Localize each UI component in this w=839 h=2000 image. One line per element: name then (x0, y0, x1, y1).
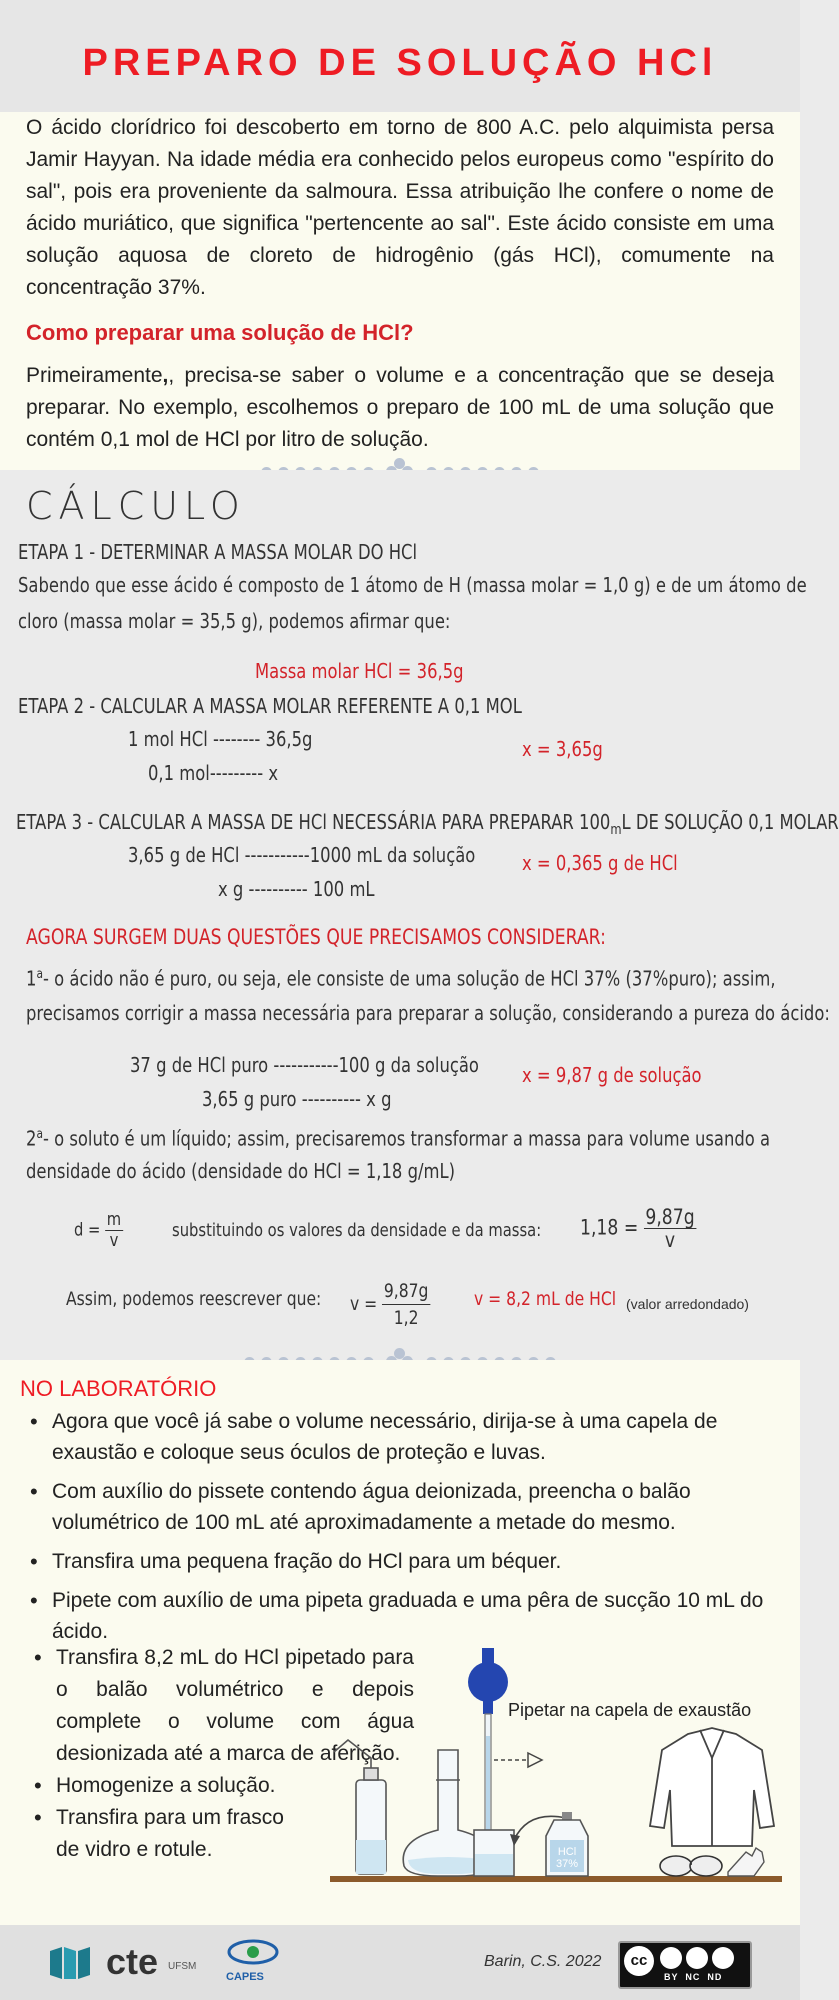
lab-coat-icon (650, 1728, 774, 1846)
by-icon (660, 1947, 682, 1969)
bottle-label-hcl: HCl (557, 1846, 577, 1858)
step1-line1: Sabendo que esse ácido é composto de 1 átomo de H (massa molar = 1,0 g) e de um átomo de (18, 573, 807, 597)
capes-logo-icon (226, 1937, 280, 1967)
q2-line2: densidade do ácido (densidade do HCl = 1,18 g/mL) (26, 1159, 456, 1183)
substitute-left: 1,18 = (580, 1215, 639, 1240)
list-item: • Pipete com auxílio de uma pipeta graduada e uma pêra de sucção 10 mL do ácido. (20, 1585, 782, 1647)
step2-line2: 0,1 mol--------- x (148, 761, 279, 785)
step1-result: Massa molar HCl = 36,5g (255, 659, 464, 683)
step3-title-a: ETAPA 3 - CALCULAR A MASSA DE HCl NECESSÁRIA PARA PREPARAR 100 (16, 810, 611, 834)
q1-text: - o ácido não é puro, ou seja, ele consiste de uma solução de HCl 37% (37%puro); assim, (42, 966, 776, 991)
gloves-icon (728, 1848, 764, 1876)
nc-icon (686, 1947, 708, 1969)
step2-result: x = 3,65g (522, 737, 603, 761)
density-den: v (109, 1230, 119, 1251)
rewrite-text: Assim, podemos reescrever que: (66, 1288, 322, 1310)
bold-comma: , (162, 364, 169, 387)
list-item: • Transfira para um frasco de vidro e rotule. (24, 1802, 296, 1866)
step3-title-sub: m (610, 822, 622, 838)
lab-illustration (328, 1640, 784, 1902)
q2-num: 2 (26, 1126, 37, 1151)
list-item: • Transfira uma pequena fração do HCl para um béquer. (20, 1546, 782, 1577)
q1-calc1: 37 g de HCl puro -----------100 g da solução (130, 1053, 479, 1077)
substitute-den: v (664, 1228, 676, 1252)
license-text: BY NC ND (664, 1972, 723, 1982)
list-item: • Transfira 8,2 mL do HCl pipetado para o balão volumétrico e depois complete o volume com água desionizada até a marca de aferição. (24, 1642, 414, 1770)
q1-line1 (26, 958, 776, 996)
list-item: • Homogenize a solução. (24, 1770, 414, 1802)
volume-eq: v = (350, 1293, 378, 1315)
substitute-formula (580, 1206, 696, 1251)
step3-title (16, 810, 839, 838)
goggles-icon (660, 1856, 722, 1876)
intro-paragraph-2 (26, 360, 774, 456)
nd-icon (712, 1947, 734, 1969)
cc-license-badge[interactable] (618, 1941, 752, 1989)
q1-num: 1 (26, 966, 37, 991)
density-num: m (106, 1209, 122, 1230)
q1-sup: a (36, 967, 43, 982)
cte-logo-text: cte (106, 1941, 159, 1982)
ufsm-text: UFSM (168, 1961, 197, 1972)
illustration-label: Pipetar na capela de exaustão (508, 1700, 752, 1720)
density-fraction (105, 1210, 123, 1251)
step3-line1: 3,65 g de HCl -----------1000 mL da solução (128, 843, 476, 867)
substitute-text: substituindo os valores da densidade e da massa: (172, 1220, 542, 1241)
lab-section (0, 1360, 800, 1925)
beaker-icon (474, 1830, 514, 1876)
density-formula (74, 1210, 123, 1251)
cte-logo-icon (48, 1943, 98, 1983)
volume-note: (valor arredondado) (626, 1296, 749, 1312)
calc-section (0, 470, 839, 1360)
bottle-label-37: 37% (555, 1858, 579, 1870)
volume-formula (350, 1278, 430, 1331)
wash-bottle-icon (334, 1740, 386, 1874)
volume-num: 9,87g (382, 1278, 430, 1305)
lab-steps-top (20, 1406, 782, 1647)
credit-text: Barin, C.S. 2022 (484, 1953, 602, 1970)
step1-line2: cloro (massa molar = 35,5 g), podemos afirmar que: (18, 609, 451, 633)
calc-title: CÁLCULO (26, 484, 246, 528)
q1-result: x = 9,87 g de solução (522, 1063, 702, 1087)
page-title: PREPARO DE SOLUÇÃO HCl (82, 42, 718, 84)
volume-den: 1,2 (393, 1307, 419, 1329)
volume-fraction (382, 1278, 430, 1331)
q2-text: - o soluto é um líquido; assim, precisaremos transformar a massa para volume usando a (42, 1126, 771, 1151)
intro-section (0, 112, 800, 470)
q2-sup: a (36, 1127, 43, 1142)
cc-icon: cc (624, 1946, 654, 1976)
lab-title: NO LABORATÓRIO (20, 1376, 217, 1401)
step3-line2: x g ---------- 100 mL (218, 877, 375, 901)
q1-calc2: 3,65 g puro ---------- x g (202, 1087, 392, 1111)
intro-paragraph: O ácido clorídrico foi descoberto em torno de 800 A.C. pelo alquimista persa Jamir Hayyan. Na idade média era conhecido pelos europeus como "espírito do sal", pois era proveniente da salmoura. Essa atribuição lhe confere o nome de ácido muriático, que significa "pertencente ao sal". Este ácido consiste em uma solução aquosa de cloreto de hidrogênio (gás HCl), comumente na concentração 37%. (26, 116, 774, 299)
step2-title: ETAPA 2 - CALCULAR A MASSA MOLAR REFERENTE A 0,1 MOL (18, 694, 522, 718)
substitute-fraction (644, 1206, 697, 1251)
density-eq: d = (74, 1219, 101, 1241)
q1-line2: precisamos corrigir a massa necessária para preparar a solução, considerando a pureza do ácido: (26, 1001, 830, 1025)
bench-surface (330, 1876, 782, 1882)
step2-line1: 1 mol HCl -------- 36,5g (128, 727, 313, 751)
step3-title-b: L DE SOLUÇÃO 0,1 MOLAR (621, 810, 839, 834)
list-item: • Com auxílio do pissete contendo água deionizada, preencha o balão volumétrico de 100 mL até aproximadamente a metade do mesmo. (20, 1476, 782, 1538)
step3-result: x = 0,365 g de HCl (522, 851, 678, 875)
paragraph2-rest: , precisa-se saber o volume e a concentração que se deseja preparar. No exemplo, escolhemos o preparo de 100 mL de uma solução que contém 0,1 mol de HCl por litro de solução. (26, 364, 774, 451)
step1-title: ETAPA 1 - DETERMINAR A MASSA MOLAR DO HCl (18, 540, 418, 564)
capes-text: CAPES (226, 1971, 264, 1983)
footer (0, 1925, 800, 2000)
q2-line1 (26, 1118, 770, 1156)
section-question: Como preparar uma solução de HCl? (26, 320, 414, 345)
substitute-num: 9,87g (645, 1205, 695, 1229)
questions-title: AGORA SURGEM DUAS QUESTÕES QUE PRECISAMOS CONSIDERAR: (26, 925, 606, 949)
volume-result: v = 8,2 mL de HCl (474, 1288, 617, 1310)
paragraph2-start: Primeiramente (26, 364, 163, 387)
list-item: • Agora que você já sabe o volume necessário, dirija-se à uma capela de exaustão e coloque seus óculos de proteção e luvas. (20, 1406, 782, 1468)
